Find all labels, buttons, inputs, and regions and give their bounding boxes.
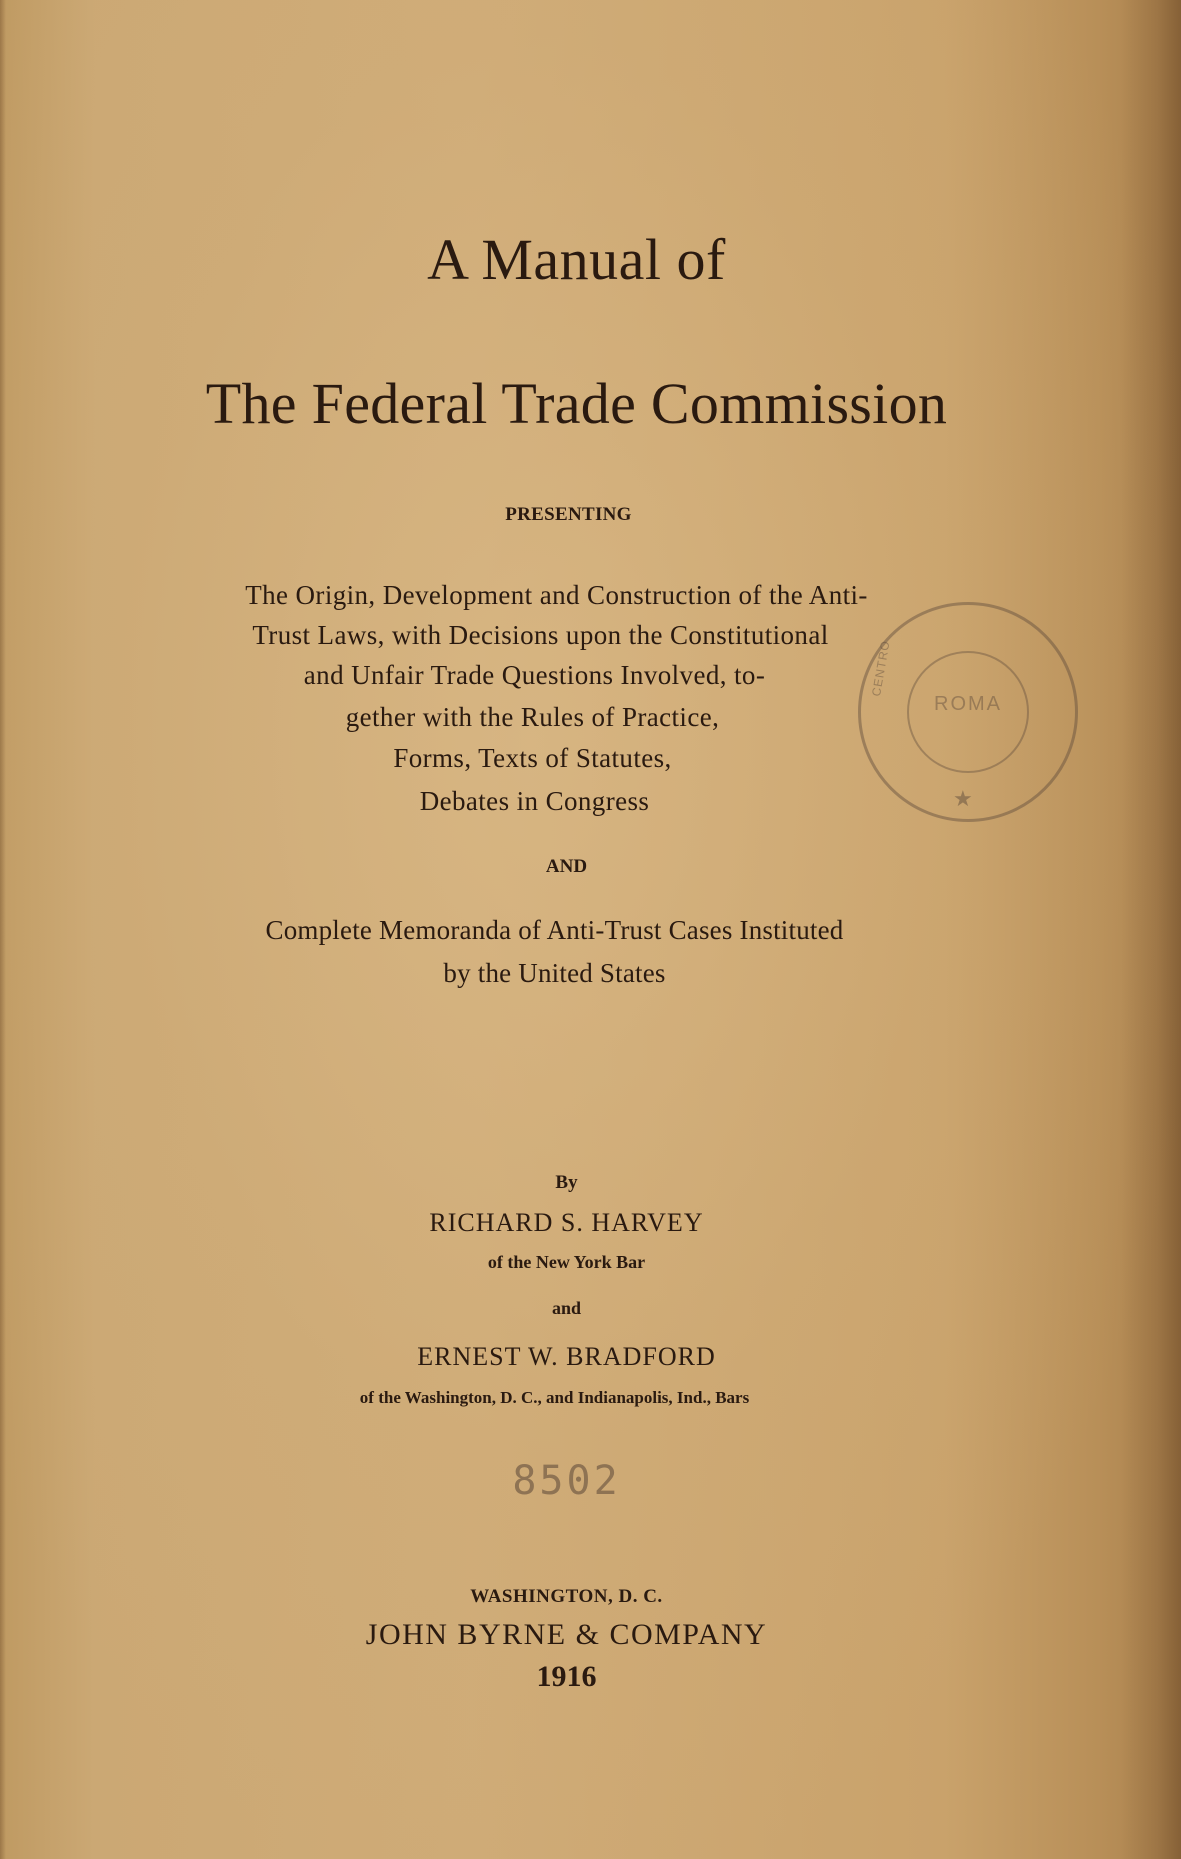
description-line: The Origin, Development and Construction of the Anti- — [245, 580, 868, 610]
stamp-inner-ring — [907, 651, 1029, 773]
author-affiliation-bradford: of the Washington, D. C., and Indianapolis, Ind., Bars — [359, 1388, 750, 1407]
accession-number: 8502 — [512, 1458, 621, 1504]
author-name-harvey: RICHARD S. HARVEY — [429, 1208, 704, 1237]
description-line: Debates in Congress — [419, 786, 650, 816]
stamp-center-text: ROMA — [934, 693, 1002, 715]
description-line: Trust Laws, with Decisions upon the Constitutional — [252, 620, 829, 650]
library-stamp-icon — [858, 602, 1078, 822]
imprint-place: WASHINGTON, D. C. — [470, 1586, 663, 1607]
memoranda-line: Complete Memoranda of Anti-Trust Cases Instituted — [265, 915, 844, 945]
memoranda-line: by the United States — [443, 958, 666, 988]
title-line-2: The Federal Trade Commission — [205, 371, 948, 436]
stamp-ring-text: CENTRO — [869, 639, 893, 698]
description-line: Forms, Texts of Statutes, — [393, 743, 672, 773]
description-line: and Unfair Trade Questions Involved, to- — [303, 660, 766, 690]
presenting-label: PRESENTING — [505, 504, 632, 525]
author-affiliation-harvey: of the New York Bar — [487, 1252, 646, 1272]
imprint-year: 1916 — [536, 1660, 597, 1693]
star-icon: ★ — [953, 787, 973, 812]
description-line: gether with the Rules of Practice, — [345, 702, 720, 732]
imprint-publisher: JOHN BYRNE & COMPANY — [365, 1618, 768, 1651]
and-label: AND — [545, 856, 588, 877]
author-name-bradford: ERNEST W. BRADFORD — [417, 1342, 716, 1371]
title-line-1: A Manual of — [427, 227, 726, 292]
author-conjunction: and — [551, 1298, 582, 1318]
by-label: By — [555, 1172, 578, 1193]
